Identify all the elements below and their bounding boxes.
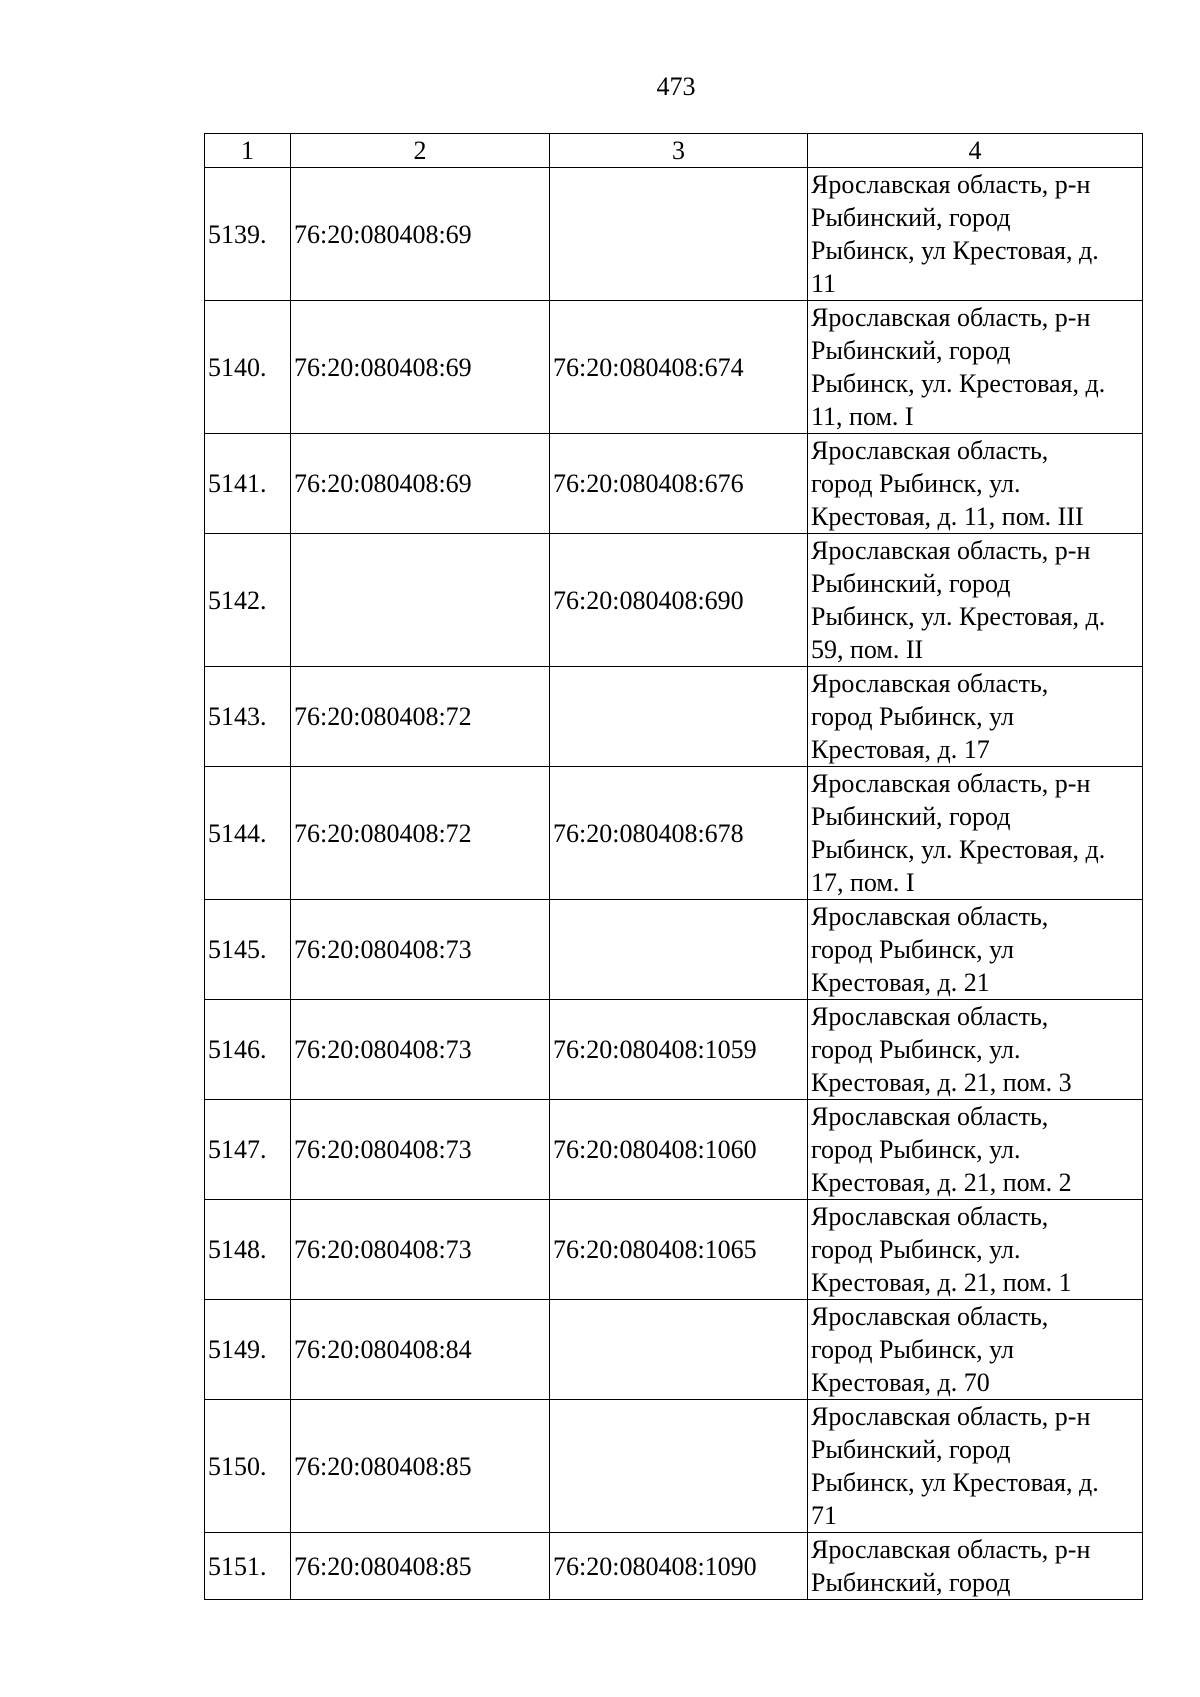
object-cadastral-number: [550, 1300, 808, 1400]
row-number: 5147.: [205, 1100, 291, 1200]
object-cadastral-number: 76:20:080408:674: [550, 301, 808, 434]
parcel-cadastral-number: 76:20:080408:73: [291, 1000, 550, 1100]
object-cadastral-number: 76:20:080408:1090: [550, 1533, 808, 1600]
table-row: [205, 900, 1143, 1000]
row-number: 5139.: [205, 168, 291, 301]
address-cell: Ярославская область, р-н Рыбинский, город Рыбинск, ул Крестовая, д. 71: [808, 1400, 1143, 1533]
address-cell: Ярославская область, город Рыбинск, ул. Крестовая, д. 21, пом. 3: [808, 1000, 1143, 1100]
object-cadastral-number: [550, 1400, 808, 1533]
parcel-cadastral-number: 76:20:080408:85: [291, 1533, 550, 1600]
table-header-row: [205, 134, 1143, 168]
object-cadastral-number: [550, 168, 808, 301]
address-cell: Ярославская область, город Рыбинск, ул Крестовая, д. 17: [808, 667, 1143, 767]
row-number: 5146.: [205, 1000, 291, 1100]
column-header-4: 4: [808, 134, 1143, 168]
table-row: [205, 1200, 1143, 1300]
parcel-cadastral-number: [291, 534, 550, 667]
row-number: 5141.: [205, 434, 291, 534]
parcel-cadastral-number: 76:20:080408:72: [291, 767, 550, 900]
row-number: 5142.: [205, 534, 291, 667]
registry-table: [204, 133, 1143, 1600]
column-header-3: 3: [550, 134, 808, 168]
table-row: [205, 1400, 1143, 1533]
row-number: 5151.: [205, 1533, 291, 1600]
object-cadastral-number: 76:20:080408:1060: [550, 1100, 808, 1200]
row-number: 5143.: [205, 667, 291, 767]
object-cadastral-number: 76:20:080408:690: [550, 534, 808, 667]
object-cadastral-number: 76:20:080408:678: [550, 767, 808, 900]
row-number: 5145.: [205, 900, 291, 1000]
column-header-2: 2: [291, 134, 550, 168]
parcel-cadastral-number: 76:20:080408:69: [291, 301, 550, 434]
table-row: [205, 168, 1143, 301]
table-row: [205, 1100, 1143, 1200]
object-cadastral-number: 76:20:080408:1065: [550, 1200, 808, 1300]
address-cell: Ярославская область, город Рыбинск, ул. Крестовая, д. 11, пом. III: [808, 434, 1143, 534]
table-row: [205, 434, 1143, 534]
table-row: [205, 534, 1143, 667]
table-row: [205, 1300, 1143, 1400]
address-cell: Ярославская область, р-н Рыбинский, город Рыбинск, ул Крестовая, д. 11: [808, 168, 1143, 301]
parcel-cadastral-number: 76:20:080408:73: [291, 1200, 550, 1300]
address-cell: Ярославская область, город Рыбинск, ул. Крестовая, д. 21, пом. 2: [808, 1100, 1143, 1200]
row-number: 5148.: [205, 1200, 291, 1300]
table-row: [205, 767, 1143, 900]
address-cell: Ярославская область, р-н Рыбинский, город Рыбинск, ул. Крестовая, д. 17, пом. I: [808, 767, 1143, 900]
row-number: 5149.: [205, 1300, 291, 1400]
table-row: [205, 1000, 1143, 1100]
parcel-cadastral-number: 76:20:080408:73: [291, 1100, 550, 1200]
row-number: 5150.: [205, 1400, 291, 1533]
table-row: [205, 301, 1143, 434]
address-cell: Ярославская область, город Рыбинск, ул Крестовая, д. 21: [808, 900, 1143, 1000]
table-row: [205, 667, 1143, 767]
address-cell: Ярославская область, р-н Рыбинский, город Рыбинск, ул. Крестовая, д. 11, пом. I: [808, 301, 1143, 434]
parcel-cadastral-number: 76:20:080408:69: [291, 434, 550, 534]
object-cadastral-number: 76:20:080408:676: [550, 434, 808, 534]
parcel-cadastral-number: 76:20:080408:84: [291, 1300, 550, 1400]
parcel-cadastral-number: 76:20:080408:72: [291, 667, 550, 767]
object-cadastral-number: [550, 667, 808, 767]
address-cell: Ярославская область, р-н Рыбинский, город Рыбинск, ул. Крестовая, д. 59, пом. II: [808, 534, 1143, 667]
table-row: [205, 1533, 1143, 1600]
parcel-cadastral-number: 76:20:080408:69: [291, 168, 550, 301]
column-header-1: 1: [205, 134, 291, 168]
parcel-cadastral-number: 76:20:080408:73: [291, 900, 550, 1000]
row-number: 5140.: [205, 301, 291, 434]
parcel-cadastral-number: 76:20:080408:85: [291, 1400, 550, 1533]
address-cell: Ярославская область, город Рыбинск, ул. Крестовая, д. 21, пом. 1: [808, 1200, 1143, 1300]
object-cadastral-number: [550, 900, 808, 1000]
address-cell: Ярославская область, город Рыбинск, ул Крестовая, д. 70: [808, 1300, 1143, 1400]
page-number: 473: [656, 72, 696, 101]
object-cadastral-number: 76:20:080408:1059: [550, 1000, 808, 1100]
address-cell: Ярославская область, р-н Рыбинский, город: [808, 1533, 1143, 1600]
row-number: 5144.: [205, 767, 291, 900]
